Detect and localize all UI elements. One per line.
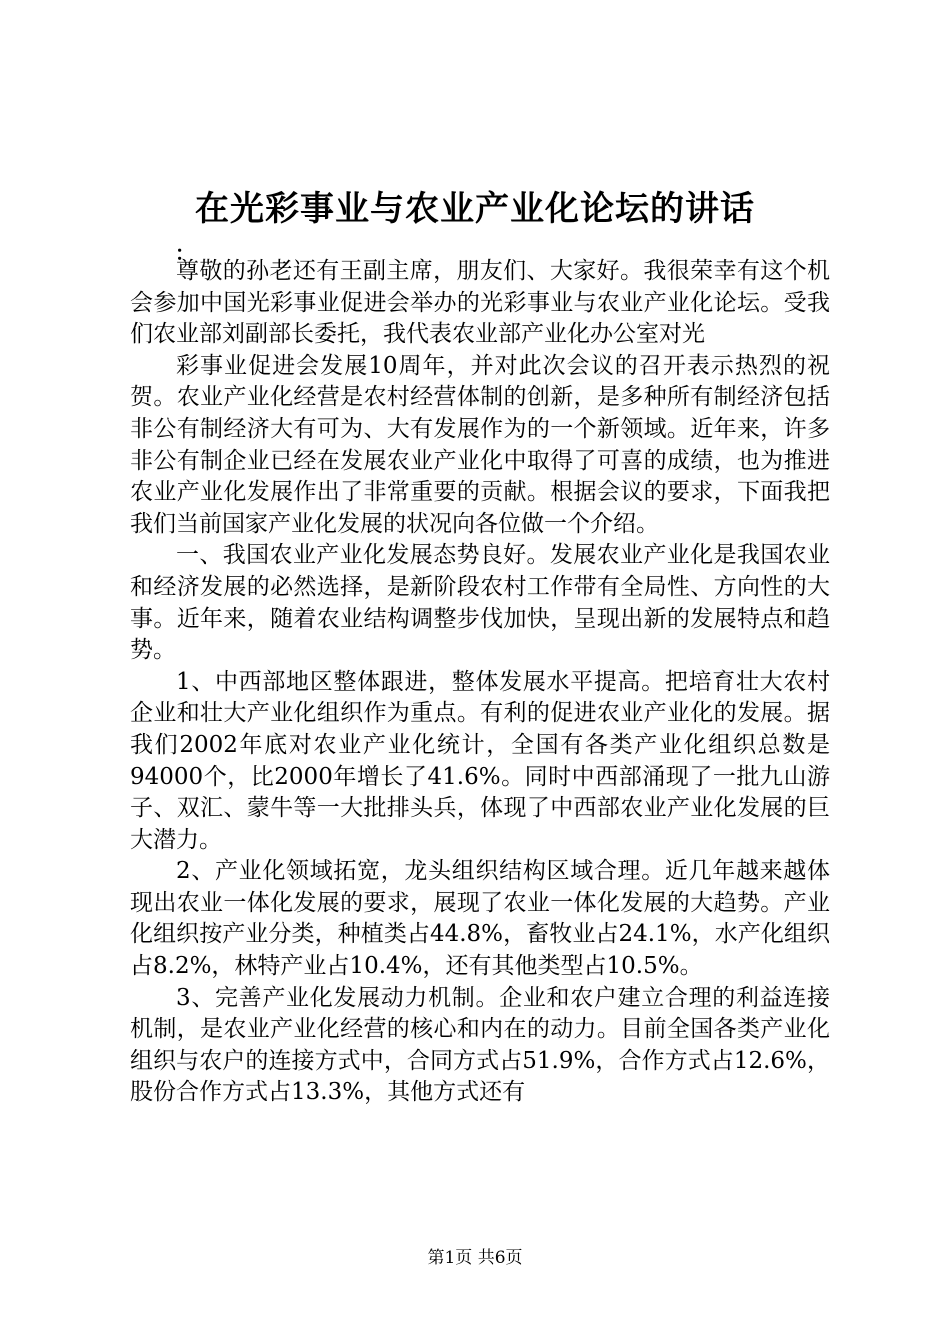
paragraph-point-one: 1、中西部地区整体跟进，整体发展水平提高。把培育壮大农村企业和壮大产业化组织作为重点。有利的促进农业产业化的发展。据我们2002年底对农业产业化统计，全国有各类产业化组织总数是94000个，比2000年增长了41.6%。同时中西部涌现了一批九山游子、双汇、蒙牛等一大批排头兵，体现了中西部农业产业化发展的巨大潜力。 — [130, 668, 830, 853]
salutation-colon: ： — [175, 241, 195, 265]
document-title: 在光彩事业与农业产业化论坛的讲话 — [195, 189, 755, 229]
paragraph-section-one: 一、我国农业产业化发展态势良好。发展农业产业化是我国农业和经济发展的必然选择，是新阶段农村工作带有全局性、方向性的大事。近年来，随着农业结构调整步伐加快，呈现出新的发展特点和趋势。 — [130, 542, 830, 664]
page-number: 第1页 共6页 — [427, 1248, 523, 1268]
document-body — [130, 256, 830, 1109]
paragraph-congratulations: 彩事业促进会发展10周年，并对此次会议的召开表示热烈的祝贺。农业产业化经营是农村经营体制的创新，是多种所有制经济包括非公有制经济大有可为、大有发展作为的一个新领域。近年来，许多非公有制企业已经在发展农业产业化中取得了可喜的成绩，也为推进农业产业化发展作出了非常重要的贡献。根据会议的要求，下面我把我们当前国家产业化发展的状况向各位做一个介绍。 — [130, 352, 830, 537]
paragraph-opening: 尊敬的孙老还有王副主席，朋友们、大家好。我很荣幸有这个机会参加中国光彩事业促进会举办的光彩事业与农业产业化论坛。受我们农业部刘副部长委托，我代表农业部产业化办公室对光 — [130, 258, 830, 348]
paragraph-point-two: 2、产业化领域拓宽，龙头组织结构区域合理。近几年越来越体现出农业一体化发展的要求，展现了农业一体化发展的大趋势。产业化组织按产业分类，种植类占44.8%，畜牧业占24.1%，水产化组织占8.2%，林特产业占10.4%，还有其他类型占10.5%。 — [130, 858, 830, 980]
paragraph-point-three: 3、完善产业化发展动力机制。企业和农户建立合理的利益连接机制，是农业产业化经营的核心和内在的动力。目前全国各类产业化组织与农户的连接方式中，合同方式占51.9%，合作方式占12.6%，股份合作方式占13.3%，其他方式还有 — [130, 984, 830, 1106]
